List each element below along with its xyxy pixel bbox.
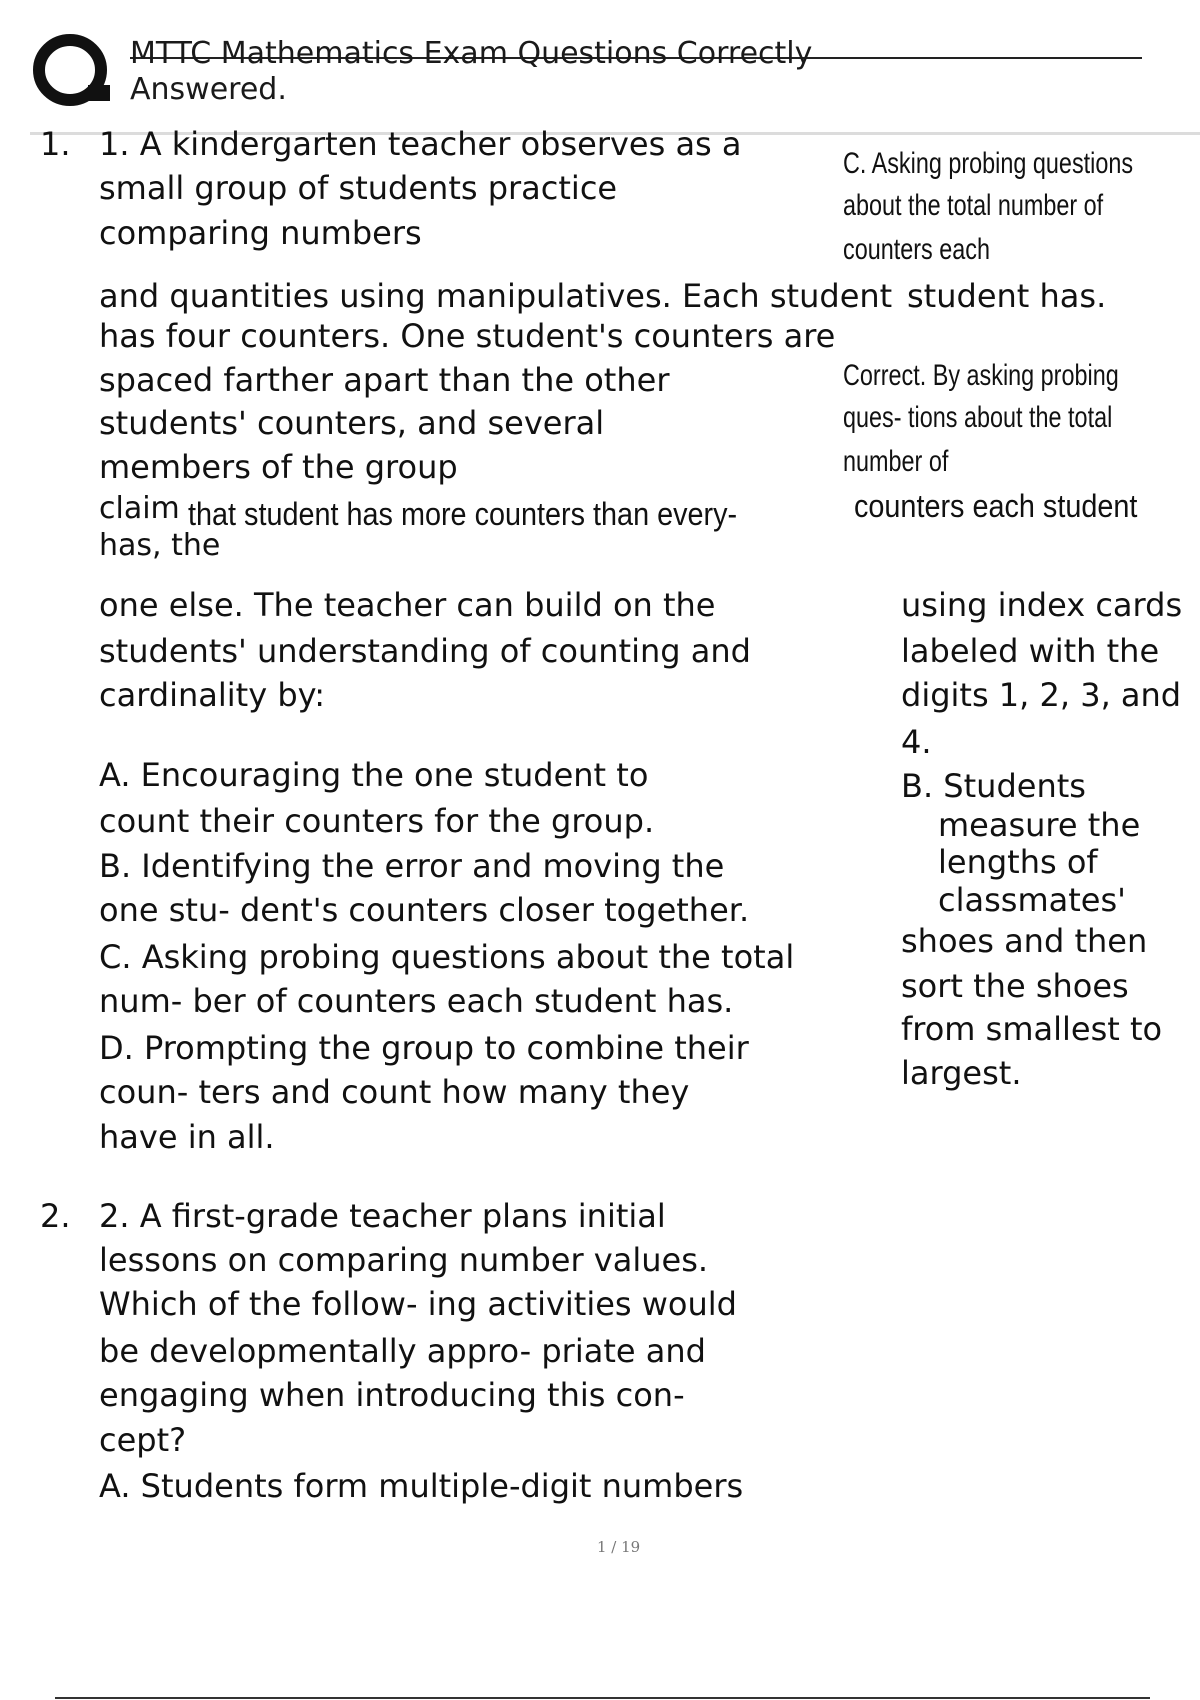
right-col-line: largest. [901, 1054, 1022, 1092]
question-number: 1. [40, 125, 71, 163]
right-col-line: using index cards [901, 586, 1183, 624]
question-text-line: lessons on comparing number values. [99, 1241, 709, 1279]
question-text-line: 1. A kindergarten teacher observes as a [99, 125, 742, 163]
page-number: 1 / 19 [597, 1538, 641, 1556]
right-col-line: classmates' [938, 881, 1126, 919]
answer-line: C. Asking probing questions [843, 147, 1134, 180]
answer-line: student has. [907, 277, 1107, 315]
option-a-cont: count their counters for the group. [99, 802, 655, 840]
question-text-line: students' understanding of counting and [99, 632, 751, 670]
option-b-cont: one stu- dent's counters closer together. [99, 891, 750, 929]
option-d-cont: coun- ters and count how many they [99, 1073, 690, 1111]
option-d: D. Prompting the group to combine their [99, 1029, 749, 1067]
answer-line: counters each [843, 233, 990, 266]
right-col-line: from smallest to [901, 1010, 1163, 1048]
right-col-line: labeled with the [901, 632, 1160, 670]
question-text-line: engaging when introducing this con- [99, 1376, 685, 1414]
question-text-line: has, the [99, 528, 221, 563]
question-text-line: cept? [99, 1421, 187, 1459]
question-text-line: small group of students practice [99, 169, 618, 207]
question-text-line: comparing numbers [99, 214, 422, 252]
question-text-line: claim [99, 491, 180, 526]
right-col-line: digits 1, 2, 3, and [901, 676, 1182, 714]
answer-explanation-line: counters each student [854, 488, 1138, 524]
question-text-line: students' counters, and several [99, 404, 605, 442]
question-text-line: be developmentally appro- priate and [99, 1332, 706, 1370]
option-a: A. Encouraging the one student to [99, 756, 649, 794]
right-col-line: measure the [938, 806, 1141, 844]
question-text-line: spaced farther apart than the other [99, 361, 670, 399]
title-line-2: Answered. [130, 72, 287, 107]
question-text-line: has four counters. One student's counters are [99, 317, 836, 355]
answer-explanation-line: ques- tions about the total [843, 401, 1113, 434]
right-col-line: lengths of [938, 843, 1098, 881]
option-d-cont: have in all. [99, 1118, 275, 1156]
title-line-1: MTTC Mathematics Exam Questions Correctly [130, 36, 813, 71]
option-c: C. Asking probing questions about the total [99, 938, 795, 976]
question-text-line: members of the group [99, 448, 458, 486]
answer-line: about the total number of [843, 189, 1104, 222]
question-text-line: that student has more counters than every- [188, 496, 738, 532]
answer-explanation-line: Correct. By asking probing [843, 359, 1119, 392]
right-col-line: 4. [901, 723, 932, 761]
question-text-line: 2. A first-grade teacher plans initial [99, 1197, 666, 1235]
answer-explanation-line: number of [843, 445, 949, 478]
right-col-option-b: B. Students [901, 767, 1086, 805]
option-a: A. Students form multiple-digit numbers [99, 1467, 744, 1505]
question-text-line: Which of the follow- ing activities would [99, 1285, 737, 1323]
right-col-line: shoes and then [901, 922, 1148, 960]
option-b: B. Identifying the error and moving the [99, 847, 725, 885]
question-number: 2. [40, 1197, 71, 1235]
right-col-line: sort the shoes [901, 967, 1129, 1005]
question-text-line: and quantities using manipulatives. Each student [99, 277, 893, 315]
q-logo-icon [32, 33, 112, 109]
document-title [130, 36, 812, 108]
question-text-line: one else. The teacher can build on the [99, 586, 716, 624]
question-text-line: cardinality by: [99, 676, 326, 714]
option-c-cont: num- ber of counters each student has. [99, 982, 734, 1020]
footer-divider [55, 1697, 1150, 1699]
